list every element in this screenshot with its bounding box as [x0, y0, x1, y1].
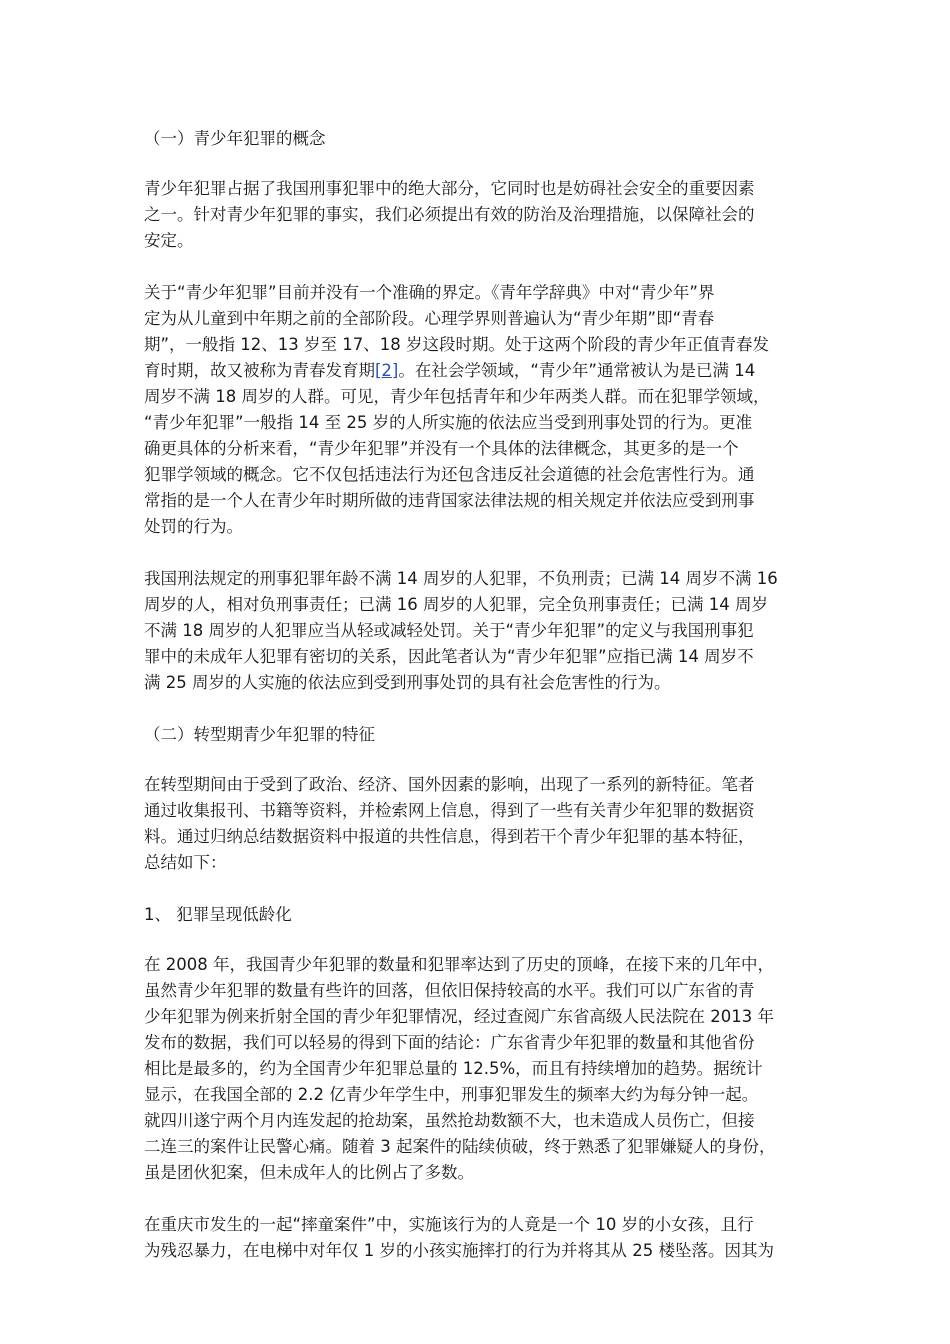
text-line: 罪中的未成年人犯罪有密切的关系，因此笔者认为“青少年犯罪”应指已满 14 周岁不 [144, 647, 754, 666]
section-heading-characteristics: （二）转型期青少年犯罪的特征 [144, 725, 375, 744]
subsection-heading-younger-age: 1、 犯罪呈现低龄化 [144, 905, 292, 924]
text-line-with-citation [144, 358, 812, 384]
text-line: 期”，一般指 12、13 岁至 17、18 岁这段时期。处于这两个阶段的青少年正值青春发 [144, 335, 770, 354]
text-line: 不满 18 周岁的人犯罪应当从轻或减轻处罚。关于“青少年犯罪”的定义与我国刑事犯 [144, 621, 754, 640]
document-body [144, 126, 812, 1290]
text-line: 料。通过归纳总结数据资料中报道的共性信息，得到若干个青少年犯罪的基本特征， [144, 827, 755, 846]
text-segment: 育时期，故又被称为青春发育期 [144, 361, 375, 380]
text-line: 总结如下： [144, 853, 227, 872]
text-line: 周岁不满 18 周岁的人群。可见，青少年包括青年和少年两类人群。而在犯罪学领域， [144, 387, 770, 406]
paragraph-criminal-law [144, 566, 812, 696]
text-line: 安定。 [144, 231, 194, 250]
text-line: “青少年犯罪”一般指 14 至 25 岁的人所实施的依法应当受到刑事处罚的行为。更准 [144, 413, 753, 432]
text-segment: 。在社会学领域，“青少年”通常被认为是已满 14 [398, 361, 756, 380]
text-line: 通过收集报刊、书籍等资料，并检索网上信息，得到了一些有关青少年犯罪的数据资 [144, 801, 755, 820]
text-line: 确更具体的分析来看，“青少年犯罪”并没有一个具体的法律概念，其更多的是一个 [144, 439, 739, 458]
text-line: 周岁的人，相对负刑事责任；已满 16 周岁的人犯罪，完全负刑事责任；已满 14 周岁 [144, 595, 768, 614]
text-line: 处罚的行为。 [144, 517, 243, 536]
text-line: 满 25 周岁的人实施的依法应到受到刑事处罚的具有社会危害性的行为。 [144, 673, 671, 692]
text-line: 少年犯罪为例来折射全国的青少年犯罪情况，经过查阅广东省高级人民法院在 2013 年 [144, 1007, 774, 1026]
text-line: 定为从儿童到中年期之前的全部阶段。心理学界则普遍认为“青少年期”即“青春 [144, 309, 715, 328]
text-line: 之一。针对青少年犯罪的事实，我们必须提出有效的防治及治理措施，以保障社会的 [144, 205, 755, 224]
text-line: 虽然青少年犯罪的数量有些许的回落，但依旧保持较高的水平。我们可以广东省的青 [144, 981, 755, 1000]
text-line: 显示，在我国全部的 2.2 亿青少年学生中，刑事犯罪发生的频率大约为每分钟一起。 [144, 1085, 759, 1104]
paragraph-definition [144, 280, 812, 540]
text-line: 就四川遂宁两个月内连发起的抢劫案，虽然抢劫数额不大，也未造成人员伤亡，但接 [144, 1111, 755, 1130]
text-line: 在重庆市发生的一起“摔童案件”中，实施该行为的人竟是一个 10 岁的小女孩，且行 [144, 1215, 754, 1234]
text-line: 在转型期间由于受到了政治、经济、国外因素的影响，出现了一系列的新特征。笔者 [144, 775, 755, 794]
text-line: 青少年犯罪占据了我国刑事犯罪中的绝大部分，它同时也是妨碍社会安全的重要因素 [144, 179, 755, 198]
paragraph-intro [144, 176, 812, 254]
text-line: 为残忍暴力，在电梯中对年仅 1 岁的小孩实施摔打的行为并将其从 25 楼坠落。因其为 [144, 1241, 774, 1260]
text-line: 关于“青少年犯罪”目前并没有一个准确的界定。《青年学辞典》中对“青少年”界 [144, 283, 715, 302]
text-line: 虽是团伙犯案，但未成年人的比例占了多数。 [144, 1163, 474, 1182]
text-line: 常指的是一个人在青少年时期所做的违背国家法律法规的相关规定并依法应受到刑事 [144, 491, 755, 510]
text-line: 我国刑法规定的刑事犯罪年龄不满 14 周岁的人犯罪，不负刑责；已满 14 周岁不满 16 [144, 569, 778, 588]
paragraph-chongqing-case [144, 1212, 812, 1264]
text-line: 二连三的案件让民警心痛。随着 3 起案件的陆续侦破，终于熟悉了犯罪嫌疑人的身份， [144, 1137, 776, 1156]
section-heading-concept: （一）青少年犯罪的概念 [144, 129, 326, 148]
text-line: 在 2008 年，我国青少年犯罪的数量和犯罪率达到了历史的顶峰，在接下来的几年中， [144, 955, 774, 974]
text-line: 发布的数据，我们可以轻易的得到下面的结论：广东省青少年犯罪的数量和其他省份 [144, 1033, 755, 1052]
citation-link[interactable]: [2] [375, 361, 399, 380]
paragraph-transition [144, 772, 812, 876]
text-line: 相比是最多的，约为全国青少年犯罪总量的 12.5%，而且有持续增加的趋势。据统计 [144, 1059, 763, 1078]
paragraph-statistics [144, 952, 812, 1186]
text-line: 犯罪学领域的概念。它不仅包括违法行为还包含违反社会道德的社会危害性行为。通 [144, 465, 755, 484]
